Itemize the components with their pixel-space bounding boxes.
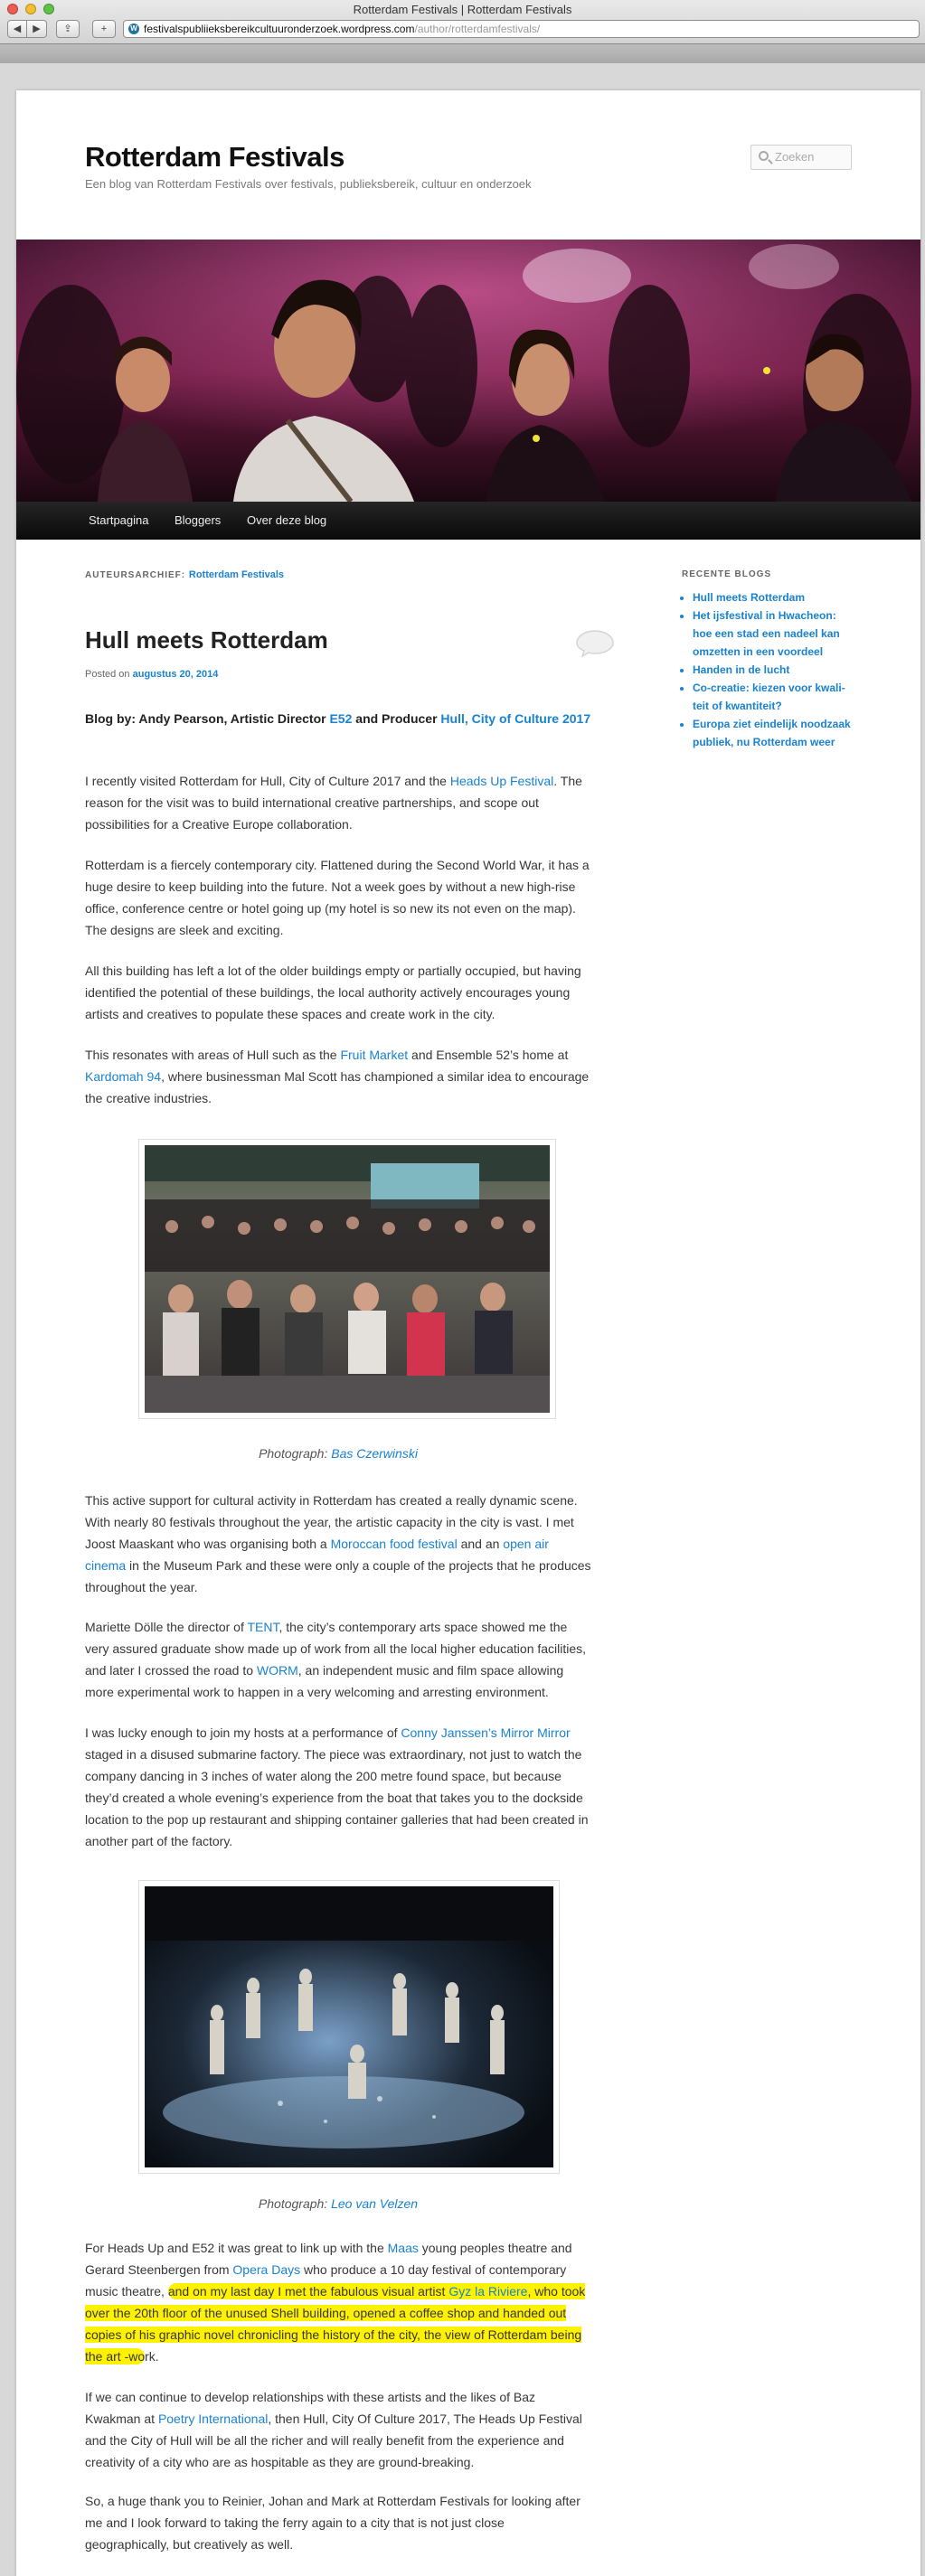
wordpress-favicon-icon: W xyxy=(128,24,139,34)
paragraph-1 xyxy=(85,770,591,835)
site-description: Een blog van Rotterdam Festivals over festivals, publieksbereik, cultuur en onderzoek xyxy=(85,177,532,191)
e52-link[interactable]: E52 xyxy=(329,711,353,726)
p7-text-2: staged in a disused submarine factory. The piece was extraordinary, not just to watch the company dancing in 3 inches of water along the 200 metre found space, but because they’d created a whole evening’s experience from the boat that takes you to the dockside location to the pop up restaurant and shipping container galleries that had been created in another part of the factory. xyxy=(85,1747,589,1848)
p9-text: If we can continue to develop relationships with these artists and the likes of Baz Kwakman at xyxy=(85,2390,536,2426)
recent-post-item[interactable]: • Co-creatie: kiezen voor kwali-teit of kwantiteit? xyxy=(693,679,854,715)
p8-text-3: who produce a 10 day festival of contemporary music theatre, xyxy=(85,2262,567,2299)
paragraph-5 xyxy=(85,1490,591,1598)
maas-link[interactable]: Maas xyxy=(387,2241,419,2255)
poetry-international-link[interactable]: Poetry International xyxy=(157,2411,269,2426)
tent-link[interactable]: TENT xyxy=(247,1620,279,1634)
worm-link[interactable]: WORM xyxy=(256,1663,298,1678)
nav-item-over-deze-blog[interactable]: Over deze blog xyxy=(247,513,327,527)
archive-label: AUTEURSARCHIEF: xyxy=(85,570,186,580)
fruit-market-link[interactable]: Fruit Market xyxy=(340,1048,409,1062)
p1-text: I recently visited Rotterdam for Hull, City of Culture 2017 and the xyxy=(85,774,450,788)
paragraph-3: All this building has left a lot of the older buildings empty or partially occupied, but having identified the potential of these buildings, the local authority actively encourages young artists and creatives to populate these spaces and create work in the city. xyxy=(85,964,581,1021)
p6-text-2: , the city’s contemporary arts space showed me the very assured graduate show made up of work from all the local higher education facilities, and later I crossed the road to xyxy=(85,1620,587,1678)
p4-text-2: and Ensemble 52’s home at xyxy=(408,1048,569,1062)
p8-text: For Heads Up and E52 it was great to link up with the xyxy=(85,2241,388,2255)
highlight-text: and on my last day I met the fabulous visual artist xyxy=(167,2284,449,2299)
search-placeholder: Zoeken xyxy=(775,150,815,164)
url-path: /author/rotterdamfestivals/ xyxy=(414,23,541,35)
post-photo-audience[interactable] xyxy=(138,1139,556,1419)
address-bar[interactable] xyxy=(123,20,920,38)
main-navigation xyxy=(16,502,920,540)
paragraph-6 xyxy=(85,1616,591,1703)
recent-post-item[interactable]: • Handen in de lucht xyxy=(693,661,854,679)
paragraph-2: Rotterdam is a fiercely contemporary city. Flattened during the Second World War, it has a huge desire to keep building into the future. Not a week goes by without a new high-rise office, conference centre or hotel going up (my hotel is so new its not even on the map). The designs are sleek and exciting. xyxy=(85,858,590,937)
mirror-mirror-link[interactable]: Conny Janssen’s Mirror Mirror xyxy=(401,1725,571,1740)
caption-2-label: Photograph: xyxy=(258,2196,332,2211)
open-air-cinema-link[interactable]: open air cinema xyxy=(85,1537,549,1573)
recent-posts-title: RECENTE BLOGS xyxy=(682,569,772,579)
caption-1-label: Photograph: xyxy=(259,1446,332,1461)
p8-text-4: rk. xyxy=(145,2349,159,2364)
highlight-text-2: , who took over the 20th floor of the unused Shell building, opened a coffee shop and handed out copies of his graphic novel chronicling the history of the city, the view of Rotterdam being the art -wo xyxy=(85,2284,586,2364)
festival-crowd-photo xyxy=(16,240,920,502)
posted-on-label: Posted on xyxy=(85,669,130,680)
archive-header xyxy=(85,569,284,580)
post-title[interactable]: Hull meets Rotterdam xyxy=(85,626,328,653)
recent-post-item[interactable]: • Hull meets Rotterdam xyxy=(693,588,854,606)
p5-text: This active support for cultural activity in Rotterdam has created a really dynamic scene. With nearly 80 festivals throughout the year, the artistic capacity in the city is vast. I met Joost Maaskant who was organising both a xyxy=(85,1493,578,1551)
add-bookmark-button[interactable]: + xyxy=(92,20,116,38)
p5-text-2: and an xyxy=(457,1537,504,1551)
comment-bubble-icon[interactable] xyxy=(575,629,615,658)
p4-text-3: , where businessman Mal Scott has championed a similar idea to encourage the creative industries. xyxy=(85,1069,590,1105)
blog-page xyxy=(16,90,920,2576)
back-button[interactable]: ◀ xyxy=(7,20,27,38)
photo-caption-2 xyxy=(85,2196,591,2211)
search-input[interactable] xyxy=(750,145,852,170)
site-title[interactable]: Rotterdam Festivals xyxy=(85,141,345,173)
recent-posts-list xyxy=(682,588,854,751)
archive-author-link[interactable]: Rotterdam Festivals xyxy=(188,569,285,580)
hull-city-of-culture-link[interactable]: Hull, City of Culture 2017 xyxy=(440,711,591,726)
p5-text-3: in the Museum Park and these were only a couple of the projects that he produces throughout the year. xyxy=(85,1558,591,1594)
p4-text: This resonates with areas of Hull such as the xyxy=(85,1048,341,1062)
p8-text-2: young peoples theatre and Gerard Steenbergen from xyxy=(85,2241,572,2277)
photographer-link-leo-van-velzen[interactable]: Leo van Velzen xyxy=(331,2196,419,2211)
dance-performance-photo xyxy=(145,1886,553,2167)
browser-chrome xyxy=(0,0,925,63)
paragraph-4 xyxy=(85,1044,591,1109)
url-host: festivalspubliieksbereikcultuuronderzoek.wordpress.com xyxy=(144,23,415,35)
recent-post-item[interactable]: • Europa ziet eindelijk noodzaak publiek, nu Rotterdam weer xyxy=(693,715,854,751)
heads-up-festival-link[interactable]: Heads Up Festival xyxy=(449,774,554,788)
p6-text: Mariette Dölle the director of xyxy=(85,1620,248,1634)
byline-text-2: and Producer xyxy=(352,711,441,726)
gyz-la-riviere-link[interactable]: Gyz la Riviere xyxy=(448,2284,528,2299)
paragraph-8 xyxy=(85,2237,591,2367)
outdoor-audience-photo xyxy=(145,1145,550,1413)
photo-caption-1 xyxy=(85,1446,591,1461)
kardomah-94-link[interactable]: Kardomah 94 xyxy=(85,1069,162,1084)
paragraph-10: So, a huge thank you to Reinier, Johan and Mark at Rotterdam Festivals for looking after me and I look forward to taking the ferry again to a city that is not just close geographically, but creatively as well. xyxy=(85,2494,580,2552)
share-button[interactable]: ⇪ xyxy=(56,20,80,38)
opera-days-link[interactable]: Opera Days xyxy=(232,2262,301,2277)
browser-toolbar xyxy=(0,20,925,42)
post-photo-dance[interactable] xyxy=(138,1880,560,2174)
nav-item-startpagina[interactable]: Startpagina xyxy=(89,513,149,527)
window-title: Rotterdam Festivals | Rotterdam Festivals xyxy=(353,3,572,16)
title-bar xyxy=(0,0,925,18)
forward-button[interactable]: ▶ xyxy=(27,20,47,38)
bookmarks-bar xyxy=(0,43,925,63)
search-icon xyxy=(759,151,769,161)
paragraph-9 xyxy=(85,2386,591,2473)
moroccan-food-festival-link[interactable]: Moroccan food festival xyxy=(330,1537,458,1551)
byline-text: Blog by: Andy Pearson, Artistic Director xyxy=(85,711,330,726)
p1-text-2: . The reason for the visit was to build international creative partnerships, and scope out possibilities for a Creative Europe collaboration. xyxy=(85,774,582,832)
nav-item-bloggers[interactable]: Bloggers xyxy=(175,513,222,527)
p7-text: I was lucky enough to join my hosts at a performance of xyxy=(85,1725,401,1740)
post-byline xyxy=(85,708,591,729)
p9-text-2: , then Hull, City Of Culture 2017, The Heads Up Festival and the City of Hull will be all the richer and will really benefit from the experience and creativity of a city who are as hospitable as they are ground-breaking. xyxy=(85,2411,582,2469)
recent-post-item[interactable]: • Het ijsfestival in Hwacheon: hoe een stad een nadeel kan omzetten in een voordeel xyxy=(693,606,854,661)
p6-text-3: , an independent music and film space allowing more experimental work to happen in a very welcoming and arresting environment. xyxy=(85,1663,564,1699)
photographer-link-bas-czerwinski[interactable]: Bas Czerwinski xyxy=(331,1446,418,1461)
sidebar xyxy=(682,569,854,751)
post-date-link[interactable]: augustus 20, 2014 xyxy=(132,669,219,680)
header-image xyxy=(16,240,920,502)
post-meta xyxy=(85,669,218,680)
paragraph-7 xyxy=(85,1722,591,1852)
